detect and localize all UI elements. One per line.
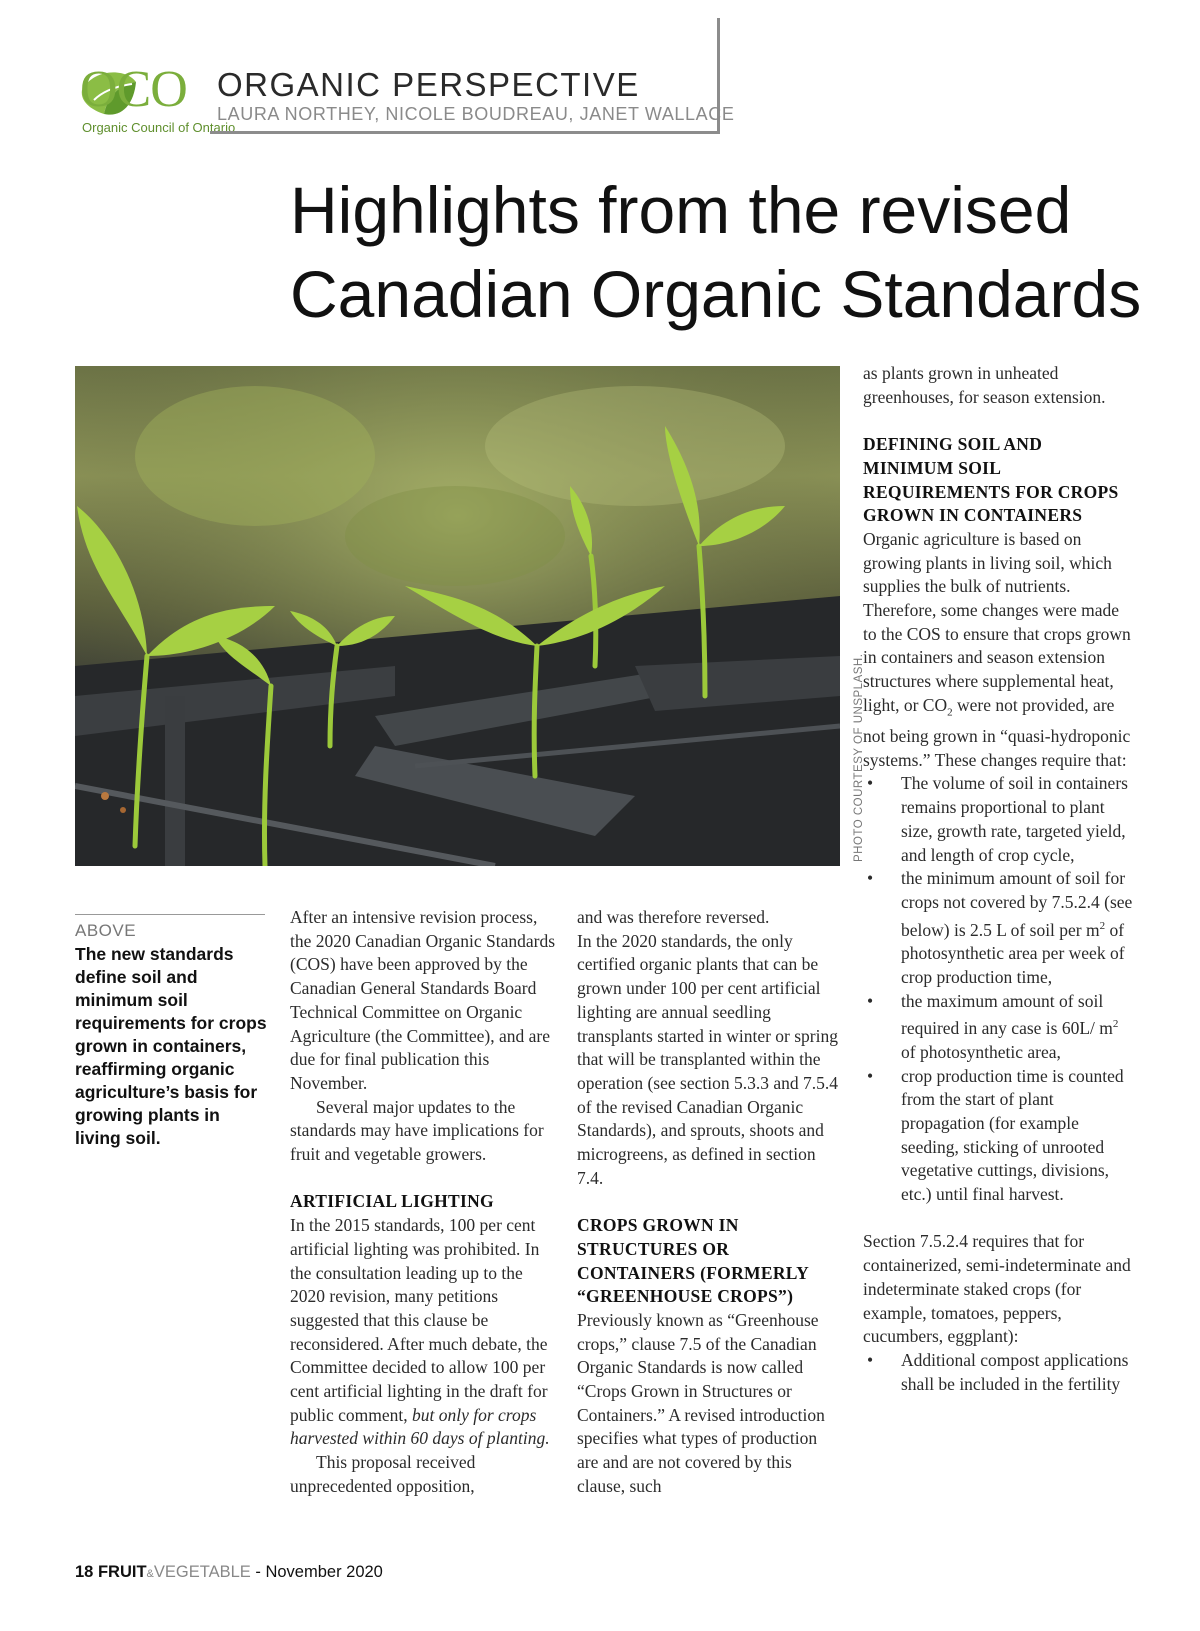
seedlings-illustration [75,366,840,866]
page-number: 18 [75,1563,94,1581]
paragraph: In the 2020 standards, the only certified organic plants that can be grown under 100 per cent artificial lighting are annual seedling transplants started in winter or spring that will be transplanted within the operation (see section 5.3.3 and 7.5.4 of the revised Canadian Organic Standards), and sprouts, shoots and microgreens, as defined in section 7.4. [577,930,838,1188]
title-line-1: Highlights from the revised [290,173,1072,247]
list-item: • crop production time is counted from the start of plant propagation (for example seeding, sticking of unrooted vegetative cuttings, divisions, etc.) until final harvest. [863,1065,1133,1207]
paragraph: Previously known as “Greenhouse crops,” clause 7.5 of the Canadian Organic Standards is now called “Crops Grown in Structures or Containers.” A revised introduction specifies what types of production are and are not covered by this clause, such [577,1309,825,1496]
list-item: • Additional compost applications shall be included in the fertility [863,1349,1133,1396]
emphasis-text: but only for crops harvested within 60 days of planting. [290,1404,550,1449]
subheading-crops-in-structures: CROPS GROWN IN STRUCTURES OR CONTAINERS (FORMERLY “GREENHOUSE CROPS”) [577,1215,809,1307]
paragraph: Organic agriculture is based on growing plants in living soil, which supplies the bulk of nutrients. Therefore, some changes were made to the COS to ensure that crops grown in containers and season extension structures where supplemental heat, light, or $CO_2$ were not provided, are not being grown in “quasi-hydroponic systems.” These changes require that: [863,528,1131,770]
paragraph: After an intensive revision process, the 2020 Canadian Organic Standards (COS) have been approved by the Canadian General Standards Board Technical Committee on Organic Agriculture (the Committee), and are due for final publication this November. [290,907,556,1093]
issue-date: - November 2020 [255,1563,383,1581]
authors-line: LAURA NORTHEY, NICOLE BOUDREAU, JANET WALLACE [217,104,735,124]
page-footer [75,1563,383,1582]
requirements-list [863,772,1133,1206]
article-column-1 [290,906,560,1499]
logo-wordmark: OCO [80,61,187,118]
article-column-3 [863,362,1133,1396]
magazine-name-part2: VEGETABLE [153,1563,251,1581]
photo-credit: PHOTO COURTESY OF UNSPLASH. [853,653,865,862]
magazine-ampersand: & [146,1568,154,1580]
magazine-name-part1: FRUIT [97,1563,147,1581]
paragraph: Section 7.5.2.4 requires that for containerized, semi-indeterminate and indeterminate staked crops (for example, tomatoes, peppers, cucumbers, eggplant): [863,1231,1131,1347]
caption-label: ABOVE [75,921,137,940]
paragraph: and was therefore reversed. [577,907,770,927]
logo-subtitle: Organic Council of Ontario [82,120,236,135]
caption-text: The new standards define soil and minimum soil requirements for crops grown in containers, reaffirming organic agriculture’s basis for growing plants in living soil. [75,944,267,1148]
seedlings-photo [75,366,840,866]
paragraph: as plants grown in unheated greenhouses, for season extension. [863,363,1106,407]
caption-divider [75,914,265,915]
paragraph: Several major updates to the standards may have implications for fruit and vegetable growers. [290,1096,544,1165]
list-item: • The volume of soil in containers remains proportional to plant size, growth rate, targeted yield, and length of crop cycle, [863,772,1133,867]
list-item: • the minimum amount of soil for crops not covered by 7.5.2.4 (see below) is 2.5 L of soil per $m^2$ of photosynthetic area per week of crop production time, [863,867,1133,989]
article-title [290,168,1170,336]
subheading-soil-requirements: DEFINING SOIL AND MINIMUM SOIL REQUIREMENTS FOR CROPS GROWN IN CONTAINERS [863,434,1119,526]
title-line-2: Canadian Organic Standards [290,257,1142,331]
subheading-artificial-lighting: ARTIFICIAL LIGHTING [290,1191,494,1212]
paragraph: This proposal received unprecedented opposition, [290,1452,476,1496]
article-column-2 [577,906,842,1499]
paragraph: In the 2015 standards, 100 per cent artificial lighting was prohibited. In the consultation leading up to the 2020 revision, many petitions suggested that this clause be reconsidered. After much debate, the Committee decided to allow 100 per cent artificial lighting in the draft for public comment, but only for crops harvested within 60 days of planting. [290,1215,550,1449]
list-item: • the maximum amount of soil required in any case is 60L/ $m^2$ of photosynthetic area, [863,990,1133,1065]
staked-crops-list [863,1349,1133,1396]
section-label: ORGANIC PERSPECTIVE [217,66,640,103]
